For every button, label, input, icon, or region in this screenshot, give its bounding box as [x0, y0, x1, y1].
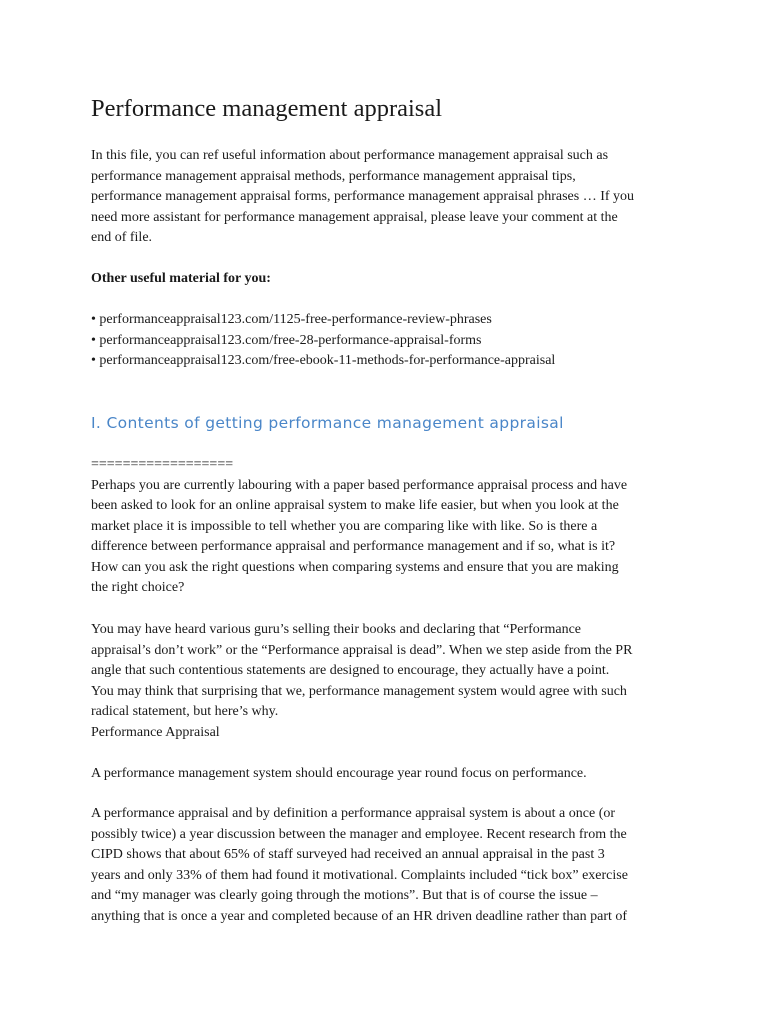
paragraph-line: CIPD shows that about 65% of staff surveyed had received an annual appraisal in the past 3	[91, 847, 605, 862]
paragraph-line: years and only 33% of them had found it motivational. Complaints included “tick box” exercise	[91, 867, 628, 883]
paragraph-line: been asked to look for an online appraisal system to make life easier, but when you look at the	[91, 498, 619, 513]
section-paragraph-1	[91, 455, 627, 599]
paragraph-line: radical statement, but here’s why.	[91, 704, 279, 719]
paragraph-line: and “my manager was clearly going through the motions”. But that is of course the issue –	[91, 888, 598, 903]
paragraph-line: How can you ask the right questions when comparing systems and ensure that you are making	[91, 559, 619, 575]
intro-line: performance management appraisal forms, performance management appraisal phrases … If you	[91, 189, 635, 204]
intro-line: performance management appraisal methods, performance management appraisal tips,	[91, 168, 576, 184]
intro-line: end of file.	[91, 230, 153, 245]
paragraph-line: anything that is once a year and completed because of an HR driven deadline rather than part of	[91, 908, 628, 924]
link-item-ebook[interactable]: • performanceappraisal123.com/free-ebook-11-methods-for-performance-appraisal	[91, 353, 556, 368]
paragraph-line: angle that such contentious statements are designed to encourage, they actually have a point.	[91, 663, 610, 678]
section-paragraph-2	[91, 620, 632, 743]
other-material-label: Other useful material for you:	[91, 271, 271, 286]
useful-links-list	[91, 310, 555, 372]
paragraph-line: A performance appraisal and by definition a performance appraisal system is about a once (or	[91, 806, 616, 821]
document-title: Performance management appraisal	[91, 95, 443, 122]
paragraph-line: possibly twice) a year discussion between the manager and employee. Recent research from the	[91, 826, 627, 842]
paragraph-line: market place it is impossible to tell whether you are comparing like with like. So is there a	[91, 518, 598, 534]
paragraph-line: Performance Appraisal	[91, 724, 220, 740]
intro-line: need more assistant for performance management appraisal, please leave your comment at the	[91, 209, 618, 225]
section-paragraph-3: A performance management system should encourage year round focus on performance.	[91, 766, 587, 781]
paragraph-line: appraisal’s don’t work” or the “Performance appraisal is dead”. When we step aside from the PR	[91, 642, 633, 658]
paragraph-line: You may think that surprising that we, performance management system would agree with such	[91, 683, 627, 699]
paragraph-line: difference between performance appraisal and performance management and if so, what is it?	[91, 539, 616, 554]
paragraph-line: You may have heard various guru’s selling their books and declaring that “Performance	[91, 622, 581, 637]
paragraph-line: ==================	[91, 457, 234, 472]
paragraph-line: the right choice?	[91, 580, 185, 595]
section-heading: I. Contents of getting performance management appraisal	[91, 414, 564, 432]
link-item-forms[interactable]: • performanceappraisal123.com/free-28-performance-appraisal-forms	[91, 332, 482, 348]
link-item-phrases[interactable]: • performanceappraisal123.com/1125-free-performance-review-phrases	[91, 312, 492, 327]
section-paragraph-4	[91, 804, 628, 927]
intro-line: In this file, you can ref useful information about performance management appraisal such as	[91, 148, 609, 163]
paragraph-line: Perhaps you are currently labouring with a paper based performance appraisal process and have	[91, 477, 628, 493]
intro-paragraph	[91, 146, 634, 249]
